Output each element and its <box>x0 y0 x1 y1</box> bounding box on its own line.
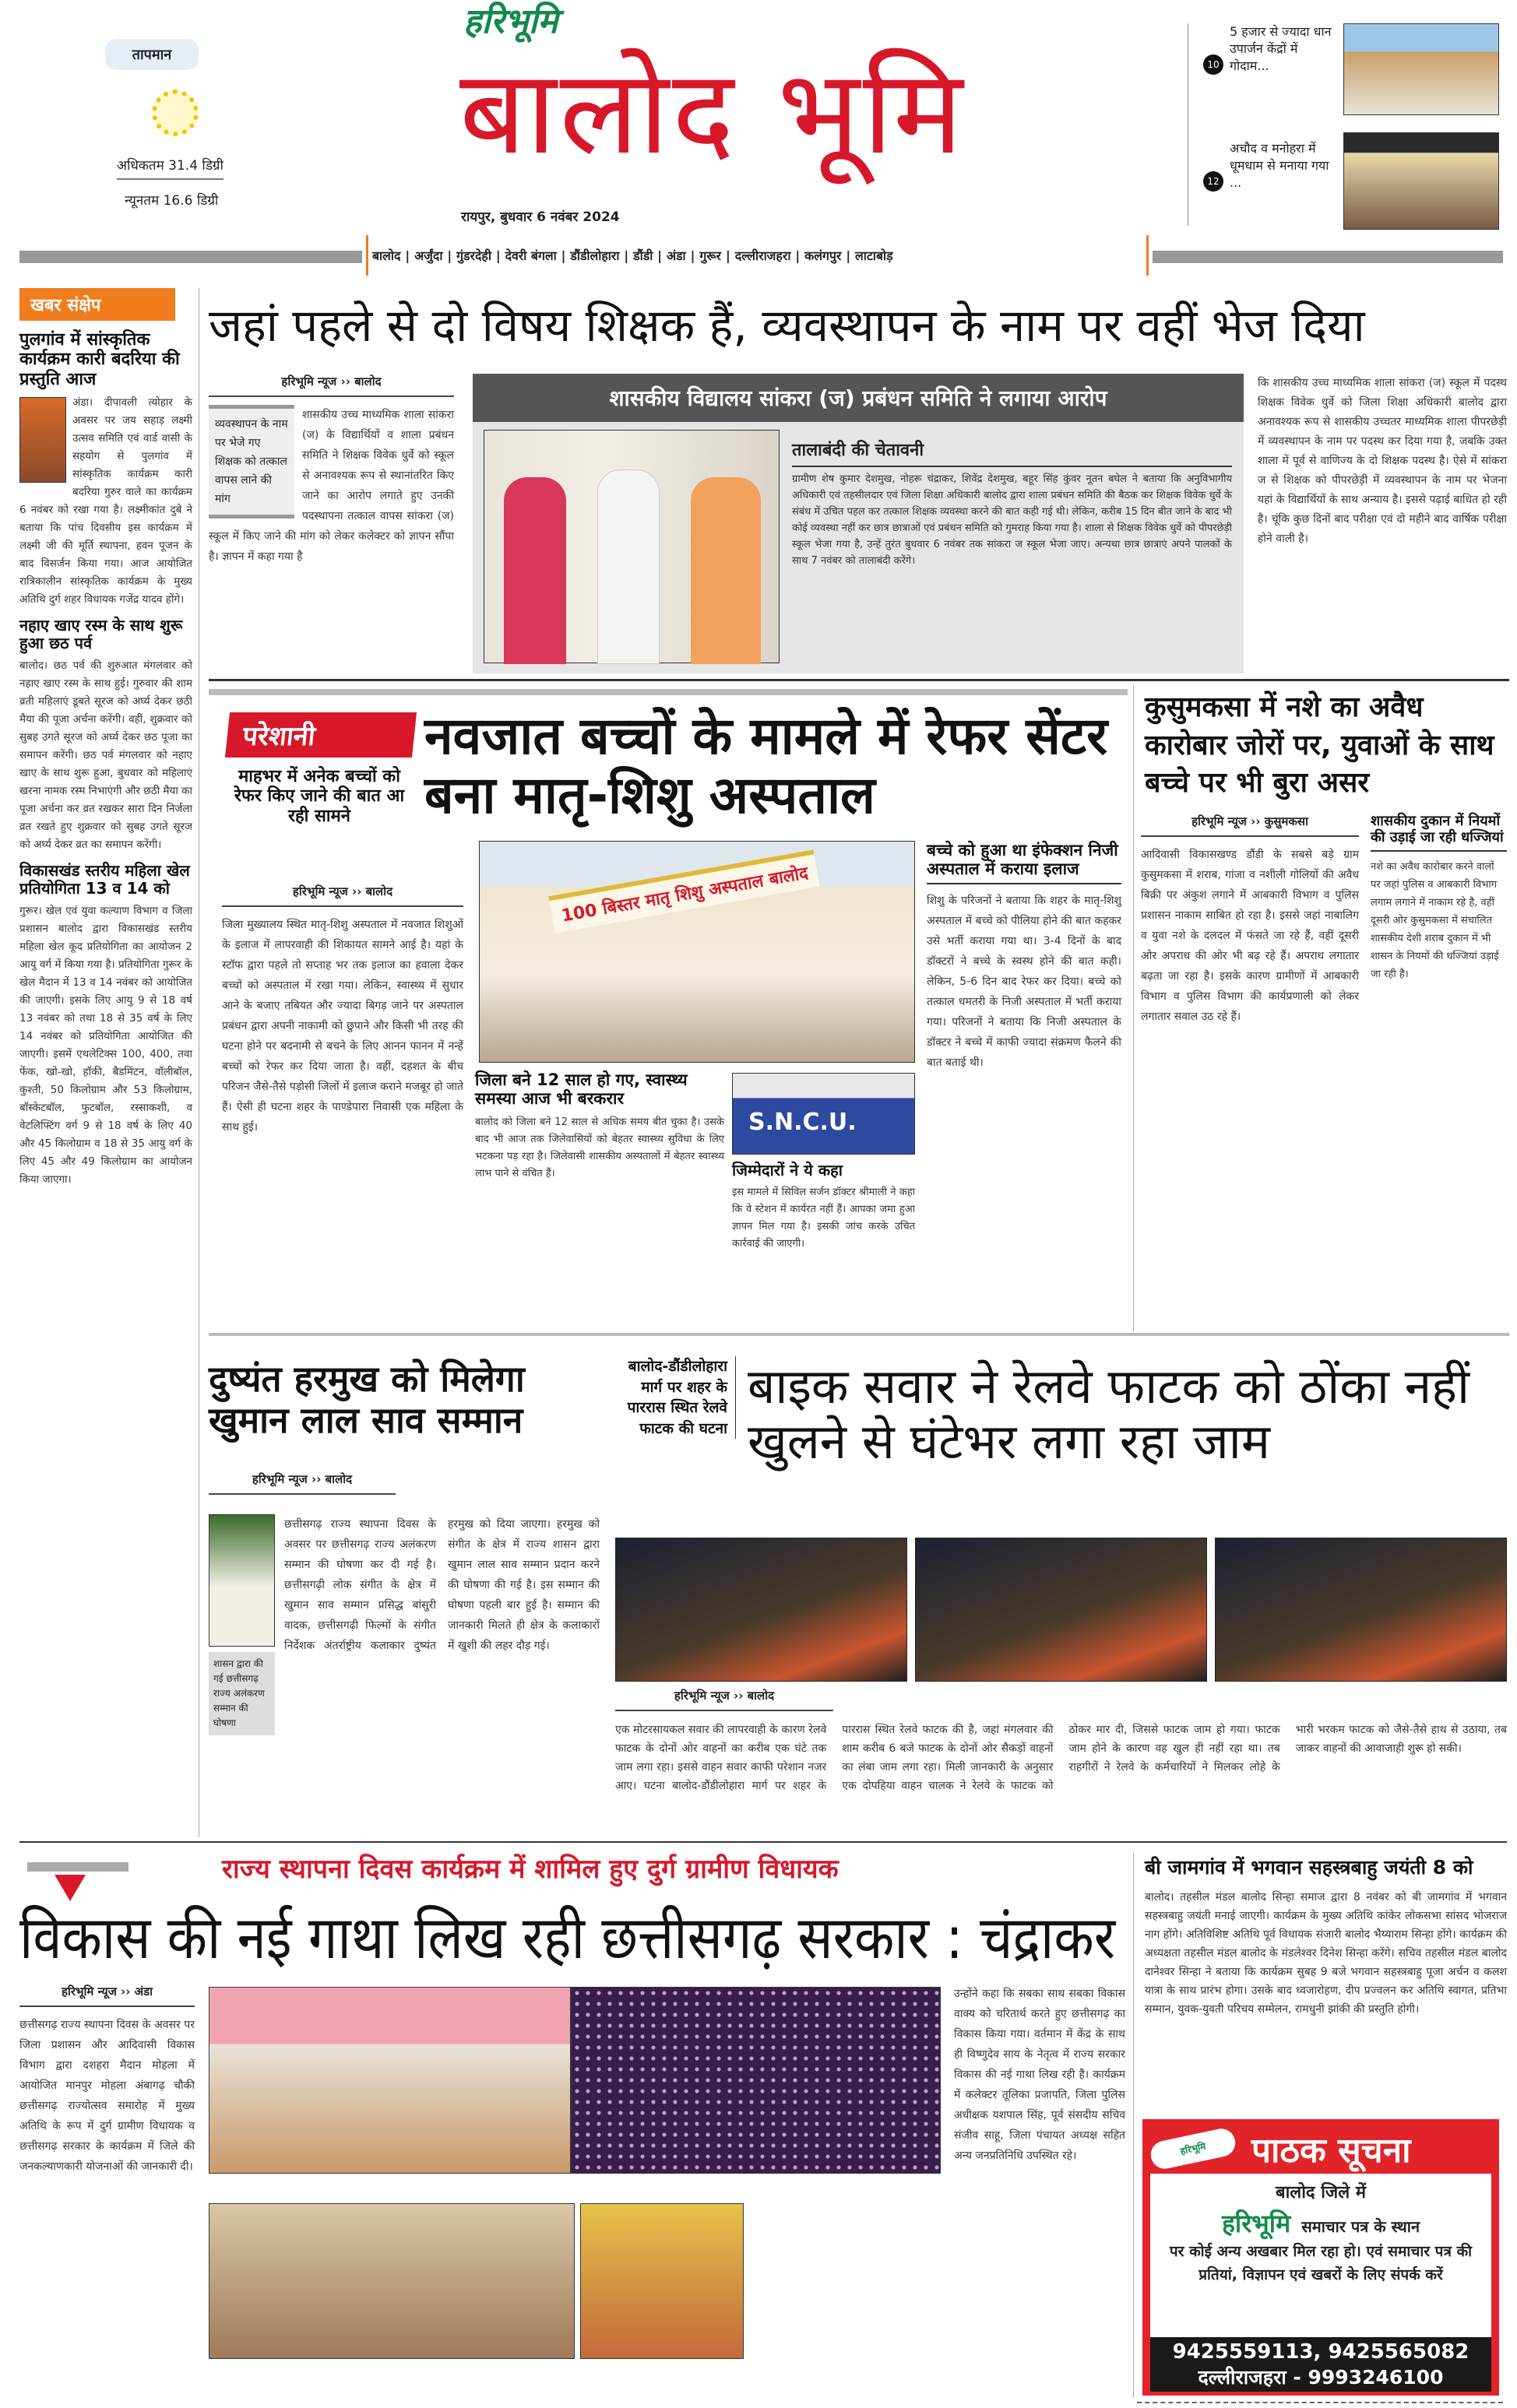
ad-brand: हरिभूमि <box>1221 2209 1291 2238</box>
side-deck: माहभर में अनेक बच्चों को रेफर किए जाने की बात आ रही सामने <box>234 767 405 826</box>
nav-separator: | <box>725 248 730 263</box>
section-link[interactable]: कलंगपुर <box>804 248 842 263</box>
event-photo-1 <box>209 1987 571 2174</box>
story1-headline: जहां पहले से दो विषय शिक्षक हैं, व्यवस्थापन के नाम पर वहीं भेज दिया <box>209 299 1365 352</box>
brief-text: गुरूर। खेल एवं युवा कल्याण विभाग व जिला प्रशासन बालोद द्वारा विकासखंड स्तरीय महिला खेल कूद प्रतियोगिता का आयोजन 2 आयु वर्ग में किया गया है। प्रतियोगिता गुरूर के खेल मैदान में 13 व 14 नवंबर को आयोजित की जाएगी। इसके लिए आयु 9 से 18 वर्ष 13 नवंबर को तथा 18 से 35 वर्ष के लिए 14 नवंबर को प्रतियोगिता आयोजित की जाएगी। इसमें एथलेटिक्स 100, 400, तवा फेंक, खो-खो, हॉकी, बैडमिंटन, वॉलीबॉल, कुश्ती, 50 किलोग्राम और 53 किलोग्राम, बॉस्केटबॉल, फुटबॉल, रस्साकशी, व वेटलिफ्टिंग वर्ग 9 से 18 वर्ष के लिए 40 और 45 किलोग्राम व 18 से 35 आयु वर्ग के लिए 45 और 49 किलोग्राम का आयोजन किया जाएगा। <box>19 904 193 1186</box>
sub-headline: जिम्मेदारों ने ये कहा <box>732 1161 843 1179</box>
story6-headline: विकास की नई गाथा लिख रही छत्तीसगढ़ सरकार : चंद्राकर <box>19 1903 1116 1972</box>
nav-separator: | <box>690 248 695 263</box>
box-text: ग्रामीण शेष कुमार देशमुख, नोहरू चंद्राकर, शिवेंद्र देशमुख, बहूर सिंह कुंवर नूतन बघेल ने बताया कि अनुविभागीय अधिकारी एवं तहसीलदार एवं जिला शिक्षा अधिकारी बालोद द्वारा शाला प्रबंधन समिति की बैठक कर शिक्षक विवेक धुर्वे के संबंध में उचित पहल कर तत्काल शिक्षक व्यवस्था करने की बात कही गई थी। लेकिन, करीब 15 दिन बीत जाने के बाद भी कोई व्यवस्था नहीं कर छात्र छात्राओं एवं प्रबंधन समिति को गुमराह किया गया है। शाला से शिक्षक विवेक धुर्वे को पीपरछेड़ी स्कूल भेजा गया है, उन्हें तुरंत बुधवार 6 नवंबर तक सांकरा ज स्कूल भेजा जाए। अन्यथा छात्र छात्राएं अपने पालकों के साथ 7 नवंबर को तालाबंदी करेंगे। <box>792 473 1232 567</box>
section-link[interactable]: डौंडीलोहारा <box>570 248 620 263</box>
section-link[interactable]: दल्लीराजहरा <box>734 248 791 263</box>
ad-line1: बालोद जिले में <box>1276 2183 1366 2202</box>
brief-headline: पुलगांव में सांस्कृतिक कार्यक्रम कारी बदरिया की प्रस्तुति आज <box>19 330 180 389</box>
sub-text: शिशु के परिजनों ने बताया कि शहर के मातृ-शिशु अस्पताल में बच्चे को पीलिया होने की बात कहकर उसे भर्ती कराया गया था। 3-4 दिनों के बाद डॉक्टरों ने बच्चे के स्वस्थ होने की बात कही। लेकिन, 5-6 दिन बाद रेफर कर दिया। बच्चे को तत्काल धमतरी के निजी अस्पताल में भर्ती कराया गया। परिजनों ने बताया कि निजी अस्पताल के डॉक्टर ने बच्चे में काफी ज्यादा संक्रमण फैलने की बात बताई थी। <box>927 895 1121 1070</box>
brief-text: अंडा। दीपावली त्योहार के अवसर पर जय सहाड़ लक्ष्मी उत्सव समिति एवं वार्ड वासी के सहयोग से पुलगांव में सांस्कृतिक कार्यक्रम कारी बदरिया गुरुर वाले का कार्यक्रम 6 नवंबर को रखा गया है। लक्ष्मीकांत दुबे ने बताया कि पांच दिवसीय इस कार्यक्रम में लक्ष्मी जी की मूर्ति स्थापना, हवन पूजन के बाद विसर्जन किया गया। आज आयोजित रात्रिकालीन सांस्कृतिक कार्यक्रम के मुख्य अतिथि दुर्ग शहर विधायक गजेंद्र यादव होंगे। <box>19 395 192 606</box>
nav-separator: | <box>624 248 629 263</box>
brief-headline: विकासखंड स्तरीय महिला खेल प्रतियोगिता 13 व 14 को <box>19 860 190 898</box>
teaser-photo <box>1343 23 1499 115</box>
byline: हरिभूमि न्यूज ›› बालोद <box>209 374 454 397</box>
ad-line2: समाचार पत्र के स्थान <box>1301 2217 1420 2236</box>
weather-box <box>117 39 187 70</box>
teaser-photo <box>1343 132 1499 230</box>
nav-separator: | <box>495 248 501 263</box>
section-nav-items <box>372 247 893 264</box>
byline: हरिभूमि न्यूज ›› कुसुमकसा <box>1141 814 1359 837</box>
section-link[interactable]: अर्जुंदा <box>414 248 443 263</box>
section-nav <box>366 235 1149 276</box>
nav-separator: | <box>405 248 410 263</box>
section-link[interactable]: गुरूर <box>699 248 722 263</box>
section-link[interactable]: डौंडी <box>633 248 653 263</box>
weather-label: तापमान <box>105 39 199 70</box>
section-link[interactable]: बालोद <box>372 248 401 263</box>
reader-notice-ad[interactable] <box>1142 2119 1499 2396</box>
sncu-sign: S.N.C.U. <box>748 1109 857 1136</box>
side-deck: बालोद-डौंडीलोहारा मार्ग पर शहर के पाररास स्थित रेलवे फाटक की घटना <box>607 1356 736 1439</box>
sub-text: नशे का अवैध कारोबार करने वालों पर जहां पुलिस व आबकारी विभाग लगाम लगाने में नाकाम रहे है, वहीं दूसरी ओर कुसुमकसा में संचालित शासकीय देशी शराब दुकान में भी शासन के नियमों की धज्जियां उड़ाई जा रही है। <box>1371 861 1499 981</box>
event-photo-3 <box>209 2203 575 2359</box>
brief-label: खबर संक्षेप <box>19 288 175 321</box>
story1-right-text: कि शासकीय उच्च माध्यमिक शाला सांकरा (ज) स्कूल में पदस्थ शिक्षक विवेक धुर्वे को जिला शिक्षा अधिकारी बालोद द्वारा अनावश्यक रूप से शासकीय उच्चतर माध्यमिक शाला पीपरछेड़ी में व्यवस्थापन के नाम पर पदस्थ कर दिया गया है, जबकि उक्त शाला में पूर्व से वाणिज्य के दो शिक्षक पदस्थ है। ऐसे में सांकरा ज से शिक्षक को पीपरछेड़ी में व्यवस्थापन के नाम पर भेजना यहां के विद्यार्थियों के साथ अन्याय है। इससे पढ़ाई बाधित हो रही है। चूंकि कुछ दिनों बाद परीक्षा एवं दो महीने बाद वार्षिक परीक्षा होने वाली है। <box>1258 377 1507 545</box>
sncu-photo <box>732 1073 915 1155</box>
box-subhead: तालाबंदी की चेतावनी <box>792 438 1232 467</box>
section-link[interactable]: लाटाबोड़ <box>855 248 893 263</box>
nav-separator: | <box>657 248 663 263</box>
nav-separator: | <box>795 248 801 263</box>
ad-title: पाठक सूचना <box>1251 2130 1411 2171</box>
railway-photo-2 <box>915 1538 1207 1682</box>
railway-photo-1 <box>615 1538 907 1682</box>
hospital-photo <box>479 841 915 1063</box>
byline: हरिभूमि न्यूज ›› बालोद <box>209 1471 396 1495</box>
min-temp: न्यूनतम 16.6 डिग्री <box>125 193 219 209</box>
story6-text-2: उन्होंने कहा कि सबका साथ सबका विकास वाक्य को चरितार्थ करते हुए छत्तीसगढ़ का विकास किया गया। वर्तमान में केंद्र के साथ ही विष्णुदेव साय के नेतृत्व में राज्य सरकार विकास की नई गाथा लिख रही है। कार्यक्रम में कलेक्टर तूलिका प्रजापति, जिला पुलिस अधीक्षक यशपाल सिंह, पूर्व संसदीय सचिव संजीव साहू, जिला पंचायत अध्यक्ष सहित अन्य जनप्रतिनिधि उपस्थित रहे। <box>954 1988 1125 2162</box>
nav-separator: | <box>846 248 851 263</box>
sub-text: इस मामले में सिविल सर्जन डॉक्टर श्रीमाली ने कहा कि वे स्टेशन में कार्यरत नहीं हैं। आपका जमा हुआ ज्ञापन मिल गया है। इसकी जांच करके उचित कार्रवाई की जाएगी। <box>732 1186 915 1250</box>
max-temp: अधिकतम 31.4 डिग्री <box>117 156 224 180</box>
byline: हरिभूमि न्यूज ›› बालोद <box>615 1688 833 1711</box>
section-link[interactable]: गुंडरदेही <box>456 248 491 263</box>
sub-headline: जिला बने 12 साल हो गए, स्वास्थ्य समस्या आज भी बरकरार <box>475 1070 688 1109</box>
teaser-2[interactable] <box>1203 132 1499 230</box>
ad-phone2: दल्लीराजहरा - 9993246100 <box>1198 2366 1444 2389</box>
brief-column <box>19 288 192 1189</box>
byline: हरिभूमि न्यूज ›› अंडा <box>19 1984 195 2007</box>
box-title: शासकीय विद्यालय सांकरा (ज) प्रबंधन समिति ने लगाया आरोप <box>473 374 1244 422</box>
sub-headline: शासकीय दुकान में नियमों की उड़ाई जा रही धज्जियां <box>1371 814 1507 852</box>
brief-headline: नहाए खाए रस्म के साथ शुरू हुआ छठ पर्व <box>19 615 183 652</box>
event-photo-2 <box>571 1987 941 2174</box>
story2-text: जिला मुख्यालय स्थित मातृ-शिशु अस्पताल में नवजात शिशुओं के इलाज में लापरवाही की शिकायत सामने आई है। यहां के स्टॉफ द्वारा पहले तो सप्ताह भर तक इलाज का हवाला देकर बच्चों को अस्पताल में रखा गया। लेकिन, स्वास्थ्य में सुधार आने के बजाए तबियत और ज्यादा बिगड़ जाने पर अस्पताल प्रबंधन द्वारा अपनी नाकामी को छुपाने और किसी भी तरह की घटना होने पर बदनामी से बचने के लिए आनन फानन में नन्हें बच्चों को रेफर कर दिया जाता है। वहीं, दहशत के बीच परिजन जैसे-तैसे पड़ोसी जिलों में इलाज कराने मजबूर हो जाते हैं। ऐसी ही घटना शहर के पाण्डेपारा निवासी एक महिला के साथ हुई। <box>222 919 463 1134</box>
story5-text: एक मोटरसायकल सवार की लापरवाही के कारण रेलवे फाटक के दोनों ओर वाहनों का करीब एक घंटे तक जाम लगा रहा। इससे वाहन सवार काफी परेशान नजर आए। घटना बालोद-डौंडीलोहारा मार्ग पर शहर के पाररास स्थित रेलवे फाटक की है, जहां मंगलवार की शाम करीब 6 बजे फाटक के दोनों ओर सैकड़ों वाहनों का लंबा जाम लगा रहा। मिली जानकारी के अनुसार एक दोपहिया वाहन चालक ने रेलवे के फाटक को ठोकर मार दी, जिससे फाटक जाम हो गया। फाटक जाम होने के कारण वह खुल ही नहीं रहा था। तब राहगीरों ने रेलवे के कर्मचारियों ने मिलकर लोहे के भारी भरकम फाटक को जैसे-तैसे हाथ से उठाया, तब जाकर वाहनों की आवाजाही शुरू हो सकी। <box>615 1724 1507 1792</box>
page-number-badge: 12 <box>1203 171 1223 192</box>
story4-headline: दुष्यंत हरमुख को मिलेगा खुमान लाल साव सम्मान <box>209 1358 525 1441</box>
portrait-photo <box>209 1514 275 1647</box>
teaser-1[interactable] <box>1203 23 1499 117</box>
brand-logo: हरिभूमि <box>463 2 558 41</box>
story3-headline: कुसुमकसा में नशे का अवैध कारोबार जोरों पर, युवाओं के साथ बच्चे पर भी बुरा असर <box>1145 691 1494 800</box>
brief-photo <box>19 397 66 483</box>
newspaper-roll-icon: हरिभूमि <box>1148 2125 1237 2171</box>
story4-text: छत्तीसगढ़ राज्य स्थापना दिवस के अवसर पर छत्तीसगढ़ राज्य अलंकरण सम्मान की घोषणा कर दी गई है। छत्तीसगढ़ी लोक संगीत के क्षेत्र में खुमान साव सम्मान प्रसिद्ध बांसुरी वादक, छत्तीसगढ़ी फिल्मों के संगीत निर्देशक अंतर्राष्ट्रीय कलाकार दुष्यंत हरमुख को दिया जाएगा। हरमुख को संगीत के क्षेत्र में राज्य शासन द्वारा खुमान लाल साव सम्मान प्रदान करने की घोषणा की गई है। इस सम्मान की घोषणा पहली बार हुई है। सम्मान की जानकारी मिलते ही क्षेत्र के कलाकारों में खुशी की लहर दौड़ गई। <box>284 1518 600 1652</box>
teaser-text: अचौद व मनोहरा में धूमधाम से मनाया गया ... <box>1230 141 1329 190</box>
photo-caption: शासन द्वारा की गई छत्तीसगढ़ राज्य अलंकरण सम्मान की घोषणा <box>209 1652 275 1735</box>
sun-icon <box>152 90 199 136</box>
story7-headline: बी जामगांव में भगवान सहस्त्रबाहु जयंती 8 को <box>1145 1856 1473 1879</box>
kicker-badge: परेशानी <box>225 712 417 758</box>
hospital-sign: 100 बिस्तर मातृ शिशु अस्पताल बालोद <box>548 849 819 933</box>
section-link[interactable]: अंडा <box>666 248 686 263</box>
sub-headline: बच्चे को हुआ था इंफेक्शन निजी अस्पताल में कराया इलाज <box>927 841 1121 884</box>
dateline: रायपुर, बुधवार 6 नवंबर 2024 <box>461 209 620 225</box>
event-photo-4 <box>580 2203 744 2359</box>
story6-kicker: राज्य स्थापना दिवस कार्यक्रम में शामिल हुए दुर्ग ग्रामीण विधायक <box>222 1854 839 1885</box>
teaser-text: 5 हजार से ज्यादा धान उपार्जन केंद्रों में गोदाम... <box>1230 24 1332 73</box>
story3-text: आदिवासी विकासखण्ड डौंडी के सबसे बड़े ग्राम कुसुमकसा में शराब, गांजा व नशीली गोलियों की अवैध बिक्री पर अंकुश लगाने में आबकारी विभाग व पुलिस प्रशासन नाकाम साबित हो रहा है। इससे जहां नाबालिग व युवा नशे के दलदल में फंसते जा रहे हैं, वहीं दूसरी ओर अपराध की ओर भी बढ़ रहे हैं। अपराध लगातार बढ़ता जा रहा है। इसके कारण ग्रामीणों में आबकारी विभाग व पुलिस विभाग की कार्यप्रणाली को लेकर लगातार सवाल उठ रहे हैं। <box>1141 849 1359 1023</box>
ad-line3: पर कोई अन्य अखबार मिल रहा हो। एवं समाचार पत्र की प्रतियां, विज्ञापन एवं खबरों के लिए संपर्क करें <box>1169 2243 1473 2283</box>
page-number-badge: 10 <box>1203 54 1223 75</box>
paper-title: बालोद भूमि <box>459 45 966 181</box>
story6-text: छत्तीसगढ़ राज्य स्थापना दिवस के अवसर पर जिला प्रशासन और आदिवासी विकास विभाग द्वारा दशहरा मैदान मोहला में आयोजित मानपुर मोहला अंबागढ़ चौकी छत्तीसगढ़ राज्योत्सव समारोह में मुख्य अतिथि के रूप में दुर्ग ग्रामीण विधायक व छत्तीसगढ़ सरकार के कार्यक्रम में जिले की जनकल्याणकारी योजनाओं की जानकारी दी। <box>19 2019 195 2173</box>
brief-text: बालोद। छठ पर्व की शुरुआत मंगलवार को नहाए खाए रस्म के साथ हुई। गुरुवार की शाम व्रती महिलाएं डूबते सूरज को अर्घ्य देकर छठी मैया की पूजा अर्चना करेंगी। वहीं, शुक्रवार को सुबह उगते सूरज को अर्घ्य देकर छठ पूजा का समापन करेंगी। छठ पर्व मंगलवार को नहाए खाए के साथ शुरू हुआ, बुधवार को महिलाएं खरना नामक रस्म निभाएंगी और छठी मैया का पूजा अर्चना कर व्रत रखकर सारा दिन निर्जला व्रत रखते हुए शुक्रवार को सुबह उगते सूरज को अर्घ्य देकर व्रत का समापन करेंगी। <box>19 659 192 851</box>
story2-headline: नवजात बच्चों के मामले में रेफर सेंटर बना मातृ-शिशु अस्पताल <box>424 706 1108 825</box>
story1-box <box>473 374 1244 673</box>
ad-phones: 9425559113, 9425565082 <box>1172 2340 1469 2364</box>
byline: हरिभूमि न्यूज ›› बालोद <box>222 884 463 907</box>
nav-separator: | <box>561 248 566 263</box>
story7-text: बालोद। तहसील मंडल बालोद सिन्हा समाज द्वारा 8 नवंबर को बी जामगांव में भगवान सहस्त्रबाहु जयंती मनाई जाएगी। कार्यक्रम के मुख्य अतिथि कांकेर लोकसभा सांसद भोजराज नाग होंगे। अतिविशिष्ट अतिथि पूर्व विधायक संजारी बालोद भैय्याराम सिन्हा होंगे। कार्यक्रम की अध्यक्षता तहसील मंडल बालोद के मंडलेश्वर दिनेश सिन्हा करेंगे। सचिव तहसील मंडल बालोद दानेश्वर सिन्हा ने बताया कि कार्यक्रम सुबह 9 बजे भगवान सहस्त्रबाहु पूजा अर्चन व कलश यात्रा के साथ प्रारंभ होगा। उसके बाद ध्वजारोहण, दीप प्रज्वलन कर अतिथि स्वागत, प्रतिभा सम्मान, युवक-युवती परिचय सम्मेलन, रामधुनी झांकी की प्रस्तुति होगी। <box>1145 1891 1507 2016</box>
section-link[interactable]: देवरी बंगला <box>505 248 557 263</box>
railway-photo-3 <box>1215 1538 1507 1682</box>
chevron-down-icon <box>55 1875 86 1901</box>
story5-headline: बाइक सवार ने रेलवे फाटक को ठोंका नहीं खुलने से घंटेभर लगा रहा जाम <box>748 1358 1470 1471</box>
story1-text: शासकीय उच्च माध्यमिक शाला सांकरा (ज) के विद्यार्थियों व शाला प्रबंधन समिति ने शिक्षक विवेक धुर्वे को स्कूल से अनावश्यक रूप से स्थानांतरित किए जाने का आरोप लगाते हुए उनकी पदस्थापना तत्काल वापस सांकरा (ज) स्कूल में किए जाने की मांग को लेकर कलेक्टर को ज्ञापन सौंपा है। ज्ञापन में कहा गया है <box>209 409 454 563</box>
pullquote: व्यवस्थापन के नाम पर भेजे गए शिक्षक को तत्काल वापस लाने की मांग <box>209 405 294 519</box>
sub-text: बालोद को जिला बने 12 साल से अधिक समय बीत चुका है। उसके बाद भी आज तक जिलेवासियों को बेहतर स्वास्थ्य सुविधा के लिए भटकना पड़ रहा है। जिलेवासी शासकीय अस्पतालों में बेहतर स्वास्थ्य लाभ पाने से वंचित हैं। <box>475 1116 724 1180</box>
story1-photo <box>484 430 780 663</box>
nav-separator: | <box>447 248 452 263</box>
